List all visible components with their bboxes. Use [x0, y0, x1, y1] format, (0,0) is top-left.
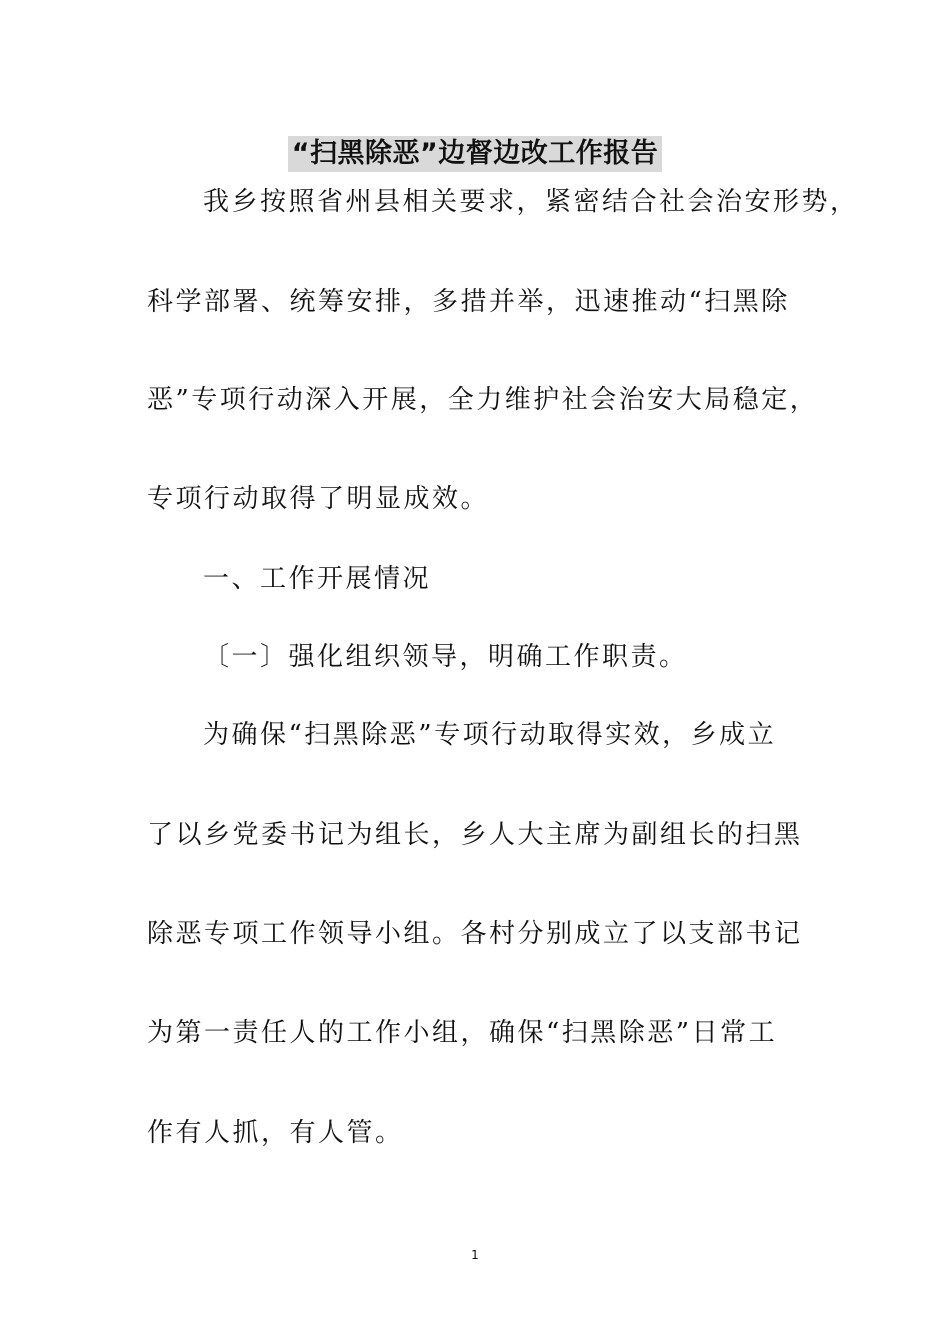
body-line-4: 专项行动取得了明显成效。 — [147, 484, 490, 514]
body-line-2: 科学部署、统筹安排，多措并举，迅速推动“扫黑除 — [147, 287, 790, 317]
body-line-8: 为第一责任人的工作小组，确保“扫黑除恶”日常工 — [147, 1018, 778, 1048]
body-line-9: 作有人抓，有人管。 — [147, 1118, 404, 1148]
body-line-3: 恶”专项行动深入开展，全力维护社会治安大局稳定， — [147, 385, 819, 415]
page-number: 1 — [471, 1248, 479, 1262]
subsection-heading: 〔一〕强化组织领导，明确工作职责。 — [203, 642, 688, 672]
body-line-6: 了以乡党委书记为组长，乡人大主席为副组长的扫黑 — [147, 820, 803, 850]
body-line-7: 除恶专项工作领导小组。各村分别成立了以支部书记 — [147, 919, 803, 949]
body-line-1: 我乡按照省州县相关要求，紧密结合社会治安形势， — [203, 187, 859, 217]
section-heading: 一、工作开展情况 — [203, 564, 432, 594]
document-title: “扫黑除恶”边督边改工作报告 — [0, 132, 950, 172]
body-line-5: 为确保“扫黑除恶”专项行动取得实效，乡成立 — [203, 720, 777, 750]
